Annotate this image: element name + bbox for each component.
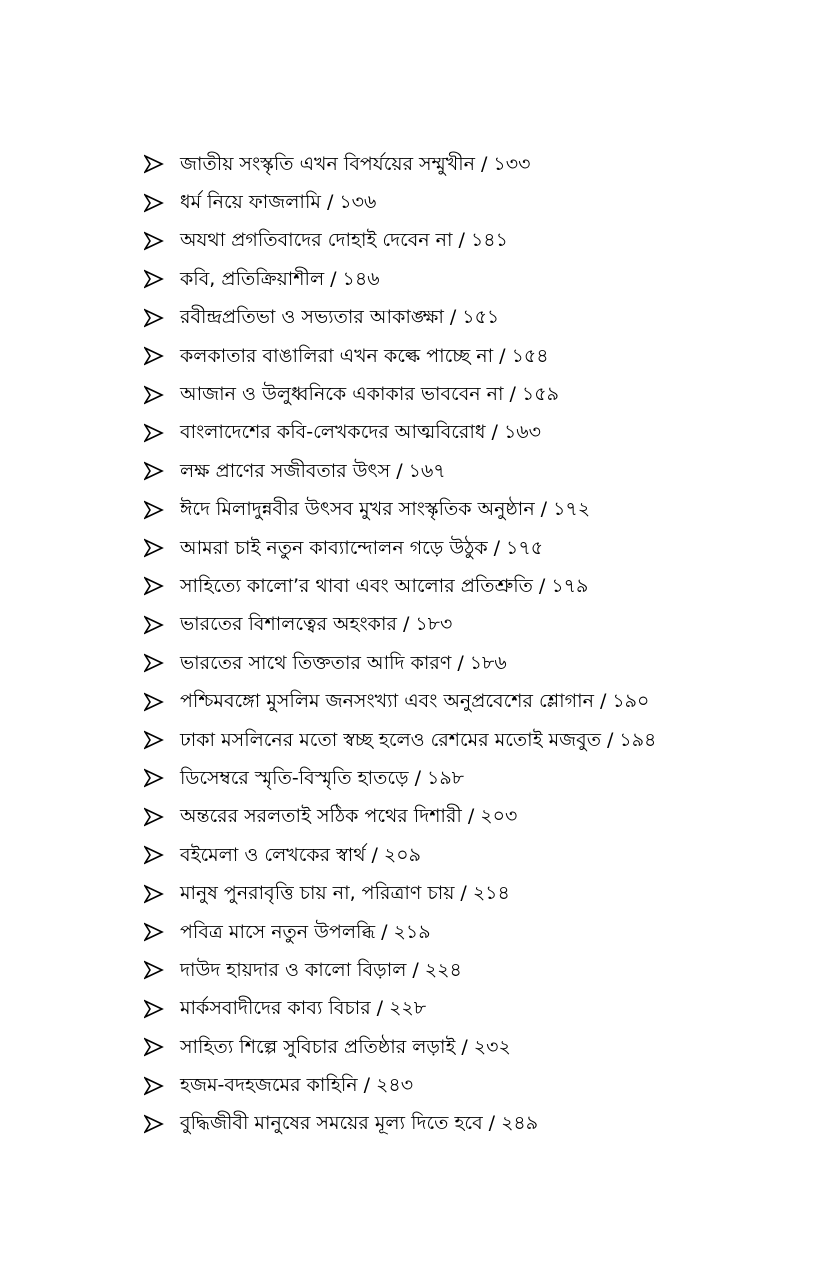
arrow-bullet-icon <box>144 385 164 405</box>
toc-entry-separator: / <box>371 843 378 866</box>
toc-entry <box>144 721 784 759</box>
arrow-bullet-icon <box>144 807 164 827</box>
toc-entry <box>144 798 784 836</box>
arrow-bullet-icon <box>144 461 164 481</box>
toc-entry-title: অন্তরের সরলতাই সঠিক পথের দিশারী <box>180 805 462 828</box>
toc-entry-page-number: ২০৯ <box>383 843 421 866</box>
toc-entry-page-number: ১৬৭ <box>408 459 446 482</box>
arrow-bullet-icon <box>144 730 164 750</box>
toc-entry <box>144 260 784 298</box>
arrow-bullet-icon <box>144 922 164 942</box>
toc-entry <box>144 951 784 989</box>
arrow-bullet-icon <box>144 653 164 673</box>
toc-entry-separator: / <box>457 651 464 674</box>
arrow-bullet-icon <box>144 269 164 289</box>
toc-entry-separator: / <box>402 613 410 636</box>
toc-entry-page-number: ১৯৮ <box>427 766 465 789</box>
toc-entry-page-number: ১৯০ <box>612 690 650 713</box>
toc-entry-separator: / <box>488 1112 496 1135</box>
toc-entry <box>144 567 784 605</box>
toc-entry-title: আজান ও উলুধ্বনিকে একাকার ভাববেন না <box>180 383 504 406</box>
toc-entry-page-number: ১৭২ <box>553 498 591 521</box>
toc-entry-title: ঈদে মিলাদুন্নবীর উৎসব মুখর সাংস্কৃতিক অনুষ্ঠান <box>180 498 535 521</box>
toc-entry <box>144 491 784 529</box>
toc-entry-page-number: ২১৪ <box>472 882 510 905</box>
toc-entry-title: লক্ষ প্রাণের সজীবতার উৎস <box>180 459 391 482</box>
toc-entry-separator: / <box>330 267 337 290</box>
toc-entry-separator: / <box>458 229 465 252</box>
arrow-bullet-icon <box>144 845 164 865</box>
toc-entry-page-number: ১৭৯ <box>551 574 589 597</box>
arrow-bullet-icon <box>144 1114 164 1134</box>
arrow-bullet-icon <box>144 154 164 174</box>
toc-entry-title: ধর্ম নিয়ে ফাজলামি <box>180 191 321 214</box>
toc-entry-title: রবীন্দ্রপ্রতিভা ও সভ্যতার আকাঙ্ক্ষা <box>180 306 444 329</box>
arrow-bullet-icon <box>144 960 164 980</box>
toc-entry-title: মানুষ পুনরাবৃত্তি চায় না, পরিত্রাণ চায় <box>180 882 455 905</box>
toc-entry-separator: / <box>491 421 498 444</box>
toc-entry-page-number: ১৪৬ <box>342 267 380 290</box>
toc-entry <box>144 299 784 337</box>
toc-entry-title: জাতীয় সংস্কৃতি এখন বিপর্যয়ের সম্মুখীন <box>180 152 475 175</box>
toc-entry <box>144 1066 784 1104</box>
toc-entry-separator: / <box>509 383 516 406</box>
toc-entry-page-number: ১৫১ <box>462 306 500 329</box>
toc-entry-page-number: ২০৩ <box>480 805 518 828</box>
arrow-bullet-icon <box>144 615 164 635</box>
toc-entry-title: সাহিত্যে কালো’র থাবা এবং আলোর প্রতিশ্রুতি <box>180 574 533 597</box>
toc-entry-page-number: ১৫৪ <box>511 344 549 367</box>
toc-entry <box>144 414 784 452</box>
toc-entry-separator: / <box>461 1035 468 1058</box>
arrow-bullet-icon <box>144 1037 164 1057</box>
toc-entry-separator: / <box>540 498 548 521</box>
toc-entry-title: পবিত্র মাসে নতুন উপলব্ধি <box>180 920 376 943</box>
toc-entry <box>144 644 784 682</box>
toc-entry-title: ডিসেম্বরে স্মৃতি-বিস্মৃতি হাতড়ে <box>180 766 409 789</box>
toc-entry-page-number: ২১৯ <box>393 920 431 943</box>
toc-entry-title: কবি, প্রতিক্রিয়াশীল <box>180 267 325 290</box>
arrow-bullet-icon <box>144 308 164 328</box>
toc-entry-separator: / <box>363 1074 371 1097</box>
toc-entry-title: আমরা চাই নতুন কাব্যান্দোলন গড়ে উঠুক <box>180 536 488 559</box>
toc-entry-page-number: ১৬৩ <box>503 421 541 444</box>
toc-entry-page-number: ২২৮ <box>389 997 427 1020</box>
toc-entry-page-number: ১৯৪ <box>619 728 657 751</box>
toc-entry-title: ভারতের সাথে তিক্ততার আদি কারণ <box>180 651 452 674</box>
toc-entry-title: অযথা প্রগতিবাদের দোহাই দেবেন না <box>180 229 453 252</box>
toc-entry <box>144 375 784 413</box>
arrow-bullet-icon <box>144 193 164 213</box>
arrow-bullet-icon <box>144 346 164 366</box>
toc-entry-separator: / <box>396 459 403 482</box>
toc-entry-page-number: ২৪৩ <box>376 1074 414 1097</box>
toc-entry-page-number: ১৩৬ <box>339 191 377 214</box>
toc-entry-separator: / <box>326 191 334 214</box>
toc-entry-title: কলকাতার বাঙালিরা এখন কল্কে পাচ্ছে না <box>180 344 494 367</box>
toc-entry-page-number: ২৩২ <box>473 1035 511 1058</box>
toc-entry-title: হজম-বদহজমের কাহিনি <box>180 1074 358 1097</box>
toc-entry-title: বাংলাদেশের কবি-লেখকদের আত্মবিরোধ <box>180 421 486 444</box>
toc-entry-separator: / <box>414 766 422 789</box>
toc-entry-separator: / <box>599 690 607 713</box>
toc-entry-separator: / <box>412 958 419 981</box>
toc-entry-separator: / <box>480 152 488 175</box>
toc-entry <box>144 1105 784 1143</box>
toc-entry-page-number: ১৩৩ <box>493 152 531 175</box>
toc-entry-title: বুদ্ধিজীবী মানুষের সময়ের মূল্য দিতে হবে <box>180 1112 483 1135</box>
toc-entry-separator: / <box>449 306 457 329</box>
toc-entry <box>144 990 784 1028</box>
arrow-bullet-icon <box>144 1076 164 1096</box>
toc-entry <box>144 529 784 567</box>
toc-entry <box>144 759 784 797</box>
toc-entry <box>144 1028 784 1066</box>
toc-entry <box>144 337 784 375</box>
toc-entry <box>144 913 784 951</box>
toc-entry-title: মার্কসবাদীদের কাব্য বিচার <box>180 997 371 1020</box>
arrow-bullet-icon <box>144 500 164 520</box>
toc-entry-page-number: ১৫৯ <box>521 383 559 406</box>
toc-entry-separator: / <box>606 728 614 751</box>
table-of-contents <box>144 145 784 1143</box>
toc-entry-title: ঢাকা মসলিনের মতো স্বচ্ছ হলেও রেশমের মতোই মজবুত <box>180 728 601 751</box>
arrow-bullet-icon <box>144 423 164 443</box>
arrow-bullet-icon <box>144 999 164 1019</box>
toc-entry-separator: / <box>499 344 506 367</box>
toc-entry-separator: / <box>538 574 546 597</box>
toc-entry <box>144 836 784 874</box>
toc-entry-title: পশ্চিমবঙ্গো মুসলিম জনসংখ্যা এবং অনুপ্রবেশের শ্লোগান <box>180 690 594 713</box>
toc-entry-separator: / <box>460 882 467 905</box>
toc-entry-title: বইমেলা ও লেখকের স্বার্থ <box>180 843 366 866</box>
arrow-bullet-icon <box>144 231 164 251</box>
toc-entry <box>144 452 784 490</box>
arrow-bullet-icon <box>144 884 164 904</box>
toc-entry-page-number: ১৪১ <box>470 229 508 252</box>
arrow-bullet-icon <box>144 692 164 712</box>
toc-entry <box>144 145 784 183</box>
toc-entry-page-number: ১৭৫ <box>506 536 544 559</box>
toc-entry <box>144 874 784 912</box>
toc-entry-separator: / <box>381 920 388 943</box>
arrow-bullet-icon <box>144 576 164 596</box>
arrow-bullet-icon <box>144 538 164 558</box>
toc-entry-page-number: ২৪৯ <box>501 1112 539 1135</box>
toc-entry-separator: / <box>467 805 475 828</box>
toc-entry-title: ভারতের বিশালত্বের অহংকার <box>180 613 397 636</box>
toc-entry-page-number: ২২৪ <box>424 958 462 981</box>
toc-entry <box>144 682 784 720</box>
toc-entry-page-number: ১৮৬ <box>469 651 507 674</box>
toc-entry <box>144 606 784 644</box>
toc-entry-title: দাউদ হায়দার ও কালো বিড়াল <box>180 958 407 981</box>
toc-entry-title: সাহিত্য শিল্পে সুবিচার প্রতিষ্ঠার লড়াই <box>180 1035 456 1058</box>
toc-entry-separator: / <box>493 536 501 559</box>
toc-entry <box>144 183 784 221</box>
toc-entry-separator: / <box>376 997 384 1020</box>
toc-entry <box>144 222 784 260</box>
toc-entry-page-number: ১৮৩ <box>415 613 453 636</box>
arrow-bullet-icon <box>144 768 164 788</box>
